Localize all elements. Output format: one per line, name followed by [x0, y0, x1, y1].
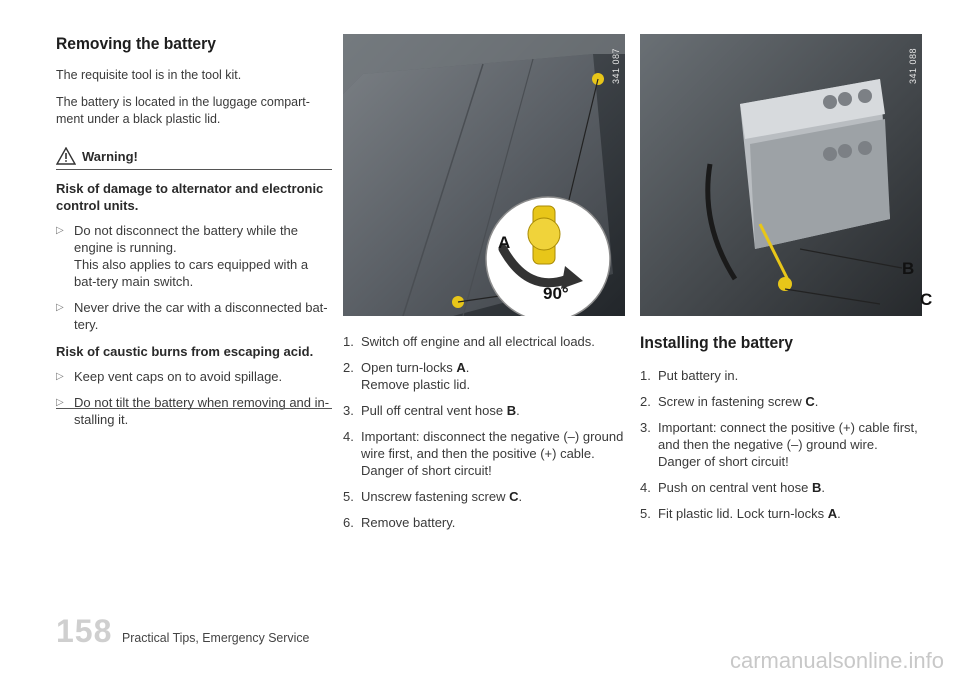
list-item: ▷ Do not tilt the battery when removing and in-stalling it. — [56, 395, 330, 427]
list-item: ▷ Do not disconnect the battery while the engine is running. This also applies to cars equipped with a bat-tery main switch. — [56, 223, 309, 289]
battery-lid-photo — [343, 34, 625, 316]
installing-title: Installing the battery — [640, 333, 793, 352]
callout-c: C — [920, 290, 933, 309]
list-item: 3. Pull off central vent hose B. — [343, 403, 520, 418]
footer-section: Practical Tips, Emergency Service — [122, 630, 310, 645]
arrow-bullet-icon: ▷ — [56, 371, 64, 382]
callout-angle: 90° — [543, 284, 569, 303]
list-item: 3. Important: connect the positive (+) cable first, and then the negative (–) ground wire. Danger of short circuit! — [640, 420, 918, 469]
warning-list-2 — [56, 368, 332, 428]
page-number: 158 — [56, 613, 113, 649]
list-item: 4. Push on central vent hose B. — [640, 480, 825, 495]
list-item: 5. Unscrew fastening screw C. — [343, 489, 523, 504]
list-item: 4. Important: disconnect the negative (–) ground wire first, and then the positive (+) cable. Danger of short circuit! — [343, 429, 624, 478]
list-item: ▷ Keep vent caps on to avoid spillage. — [56, 369, 283, 384]
photo-code: 341 087 — [611, 48, 621, 85]
removing-section — [56, 34, 332, 437]
list-item: 1. Switch off engine and all electrical loads. — [343, 334, 595, 349]
warning-triangle-icon — [56, 147, 76, 165]
list-item: 1. Put battery in. — [640, 368, 739, 383]
arrow-bullet-icon: ▷ — [56, 397, 64, 408]
warning-label: Warning! — [82, 148, 138, 164]
list-item: 5. Fit plastic lid. Lock turn-locks A. — [640, 506, 841, 521]
list-item: 6. Remove battery. — [343, 515, 456, 530]
risk-alternator: Risk of damage to alternator and electronic control units. — [56, 181, 324, 213]
page-footer — [56, 613, 320, 650]
removing-title: Removing the battery — [56, 34, 216, 53]
list-item: 2. Screw in fastening screw C. — [640, 394, 819, 409]
battery-location-note: The battery is located in the luggage compart-ment under a black plastic lid. — [56, 94, 310, 126]
installing-section — [640, 333, 930, 531]
battery-compartment-photo — [640, 34, 922, 316]
photo-code: 341 088 — [908, 48, 918, 85]
warning-list-1 — [56, 222, 332, 333]
list-item: 2. Open turn-locks A. Remove plastic lid. — [343, 360, 471, 392]
arrow-bullet-icon: ▷ — [56, 302, 64, 313]
arrow-bullet-icon: ▷ — [56, 225, 64, 236]
watermark: carmanualsonline.info — [729, 648, 944, 673]
warning-header — [56, 147, 332, 170]
callout-a: A — [498, 233, 511, 252]
section-divider — [56, 408, 332, 409]
callout-b: B — [902, 259, 915, 278]
risk-acid: Risk of caustic burns from escaping acid. — [56, 344, 314, 359]
tool-note: The requisite tool is in the tool kit. — [56, 67, 242, 82]
removal-steps — [343, 333, 633, 540]
list-item: ▷ Never drive the car with a disconnected bat-tery. — [56, 300, 328, 332]
